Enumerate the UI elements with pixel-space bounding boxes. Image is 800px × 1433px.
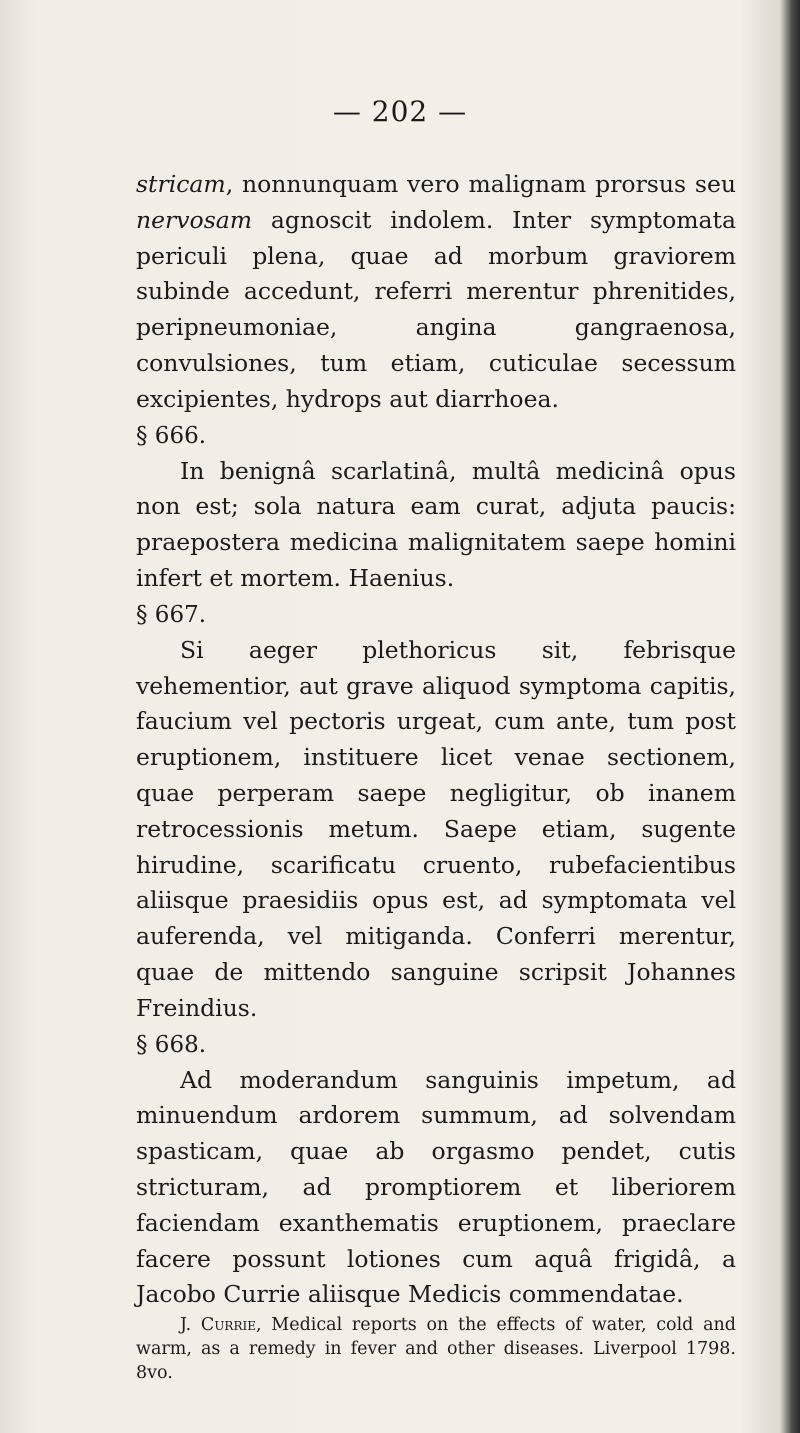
section-heading-667: § 667. <box>136 601 207 628</box>
italic-term: stricam <box>136 170 226 198</box>
page-number: — 202 — <box>332 95 468 128</box>
footnote-text: , Medical reports on the effects of water, cold and warm, as a remedy in fever and other diseases. Liverpool 1798. 8vo. <box>136 1315 736 1384</box>
paragraph-668: Ad moderandum sanguinis impetum, ad minuendum ardorem summum, ad solvendam spasticam, quae ab orgasmo pendet, cutis stricturam, ad promptiorem et liberiorem faciendam exanthematis eruptionem, praeclare facere possunt lotiones cum aquâ frigidâ, a Jacobo Currie aliisque Medicis commendatae. <box>136 1065 736 1309</box>
paragraph-667: Si aeger plethoricus sit, febrisque vehementior, aut grave aliquod symptoma capitis, faucium vel pectoris urgeat, cum ante, tum post eruptionem, instituere licet venae sectionem, quae perperam saepe negligitur, ob inanem retrocessionis metum. Saepe etiam, sugente hirudine, scarificatu cruento, rubefacientibus aliisque praesidiis opus est, ad symptomata vel auferenda, vel mitiganda. Conferri merentur, quae de mittendo sanguine scripsit Johannes Freindius. <box>136 635 736 1022</box>
section-heading-666: § 666. <box>136 422 207 449</box>
footnote <box>136 1313 736 1385</box>
paragraph-666: In benignâ scarlatinâ, multâ medicinâ opus non est; sola natura eam curat, adjuta paucis: praepostera medicina malignitatem saepe homini infert et mortem. Haenius. <box>136 456 736 592</box>
page-body <box>136 167 736 1385</box>
section-heading-668: § 668. <box>136 1031 207 1058</box>
paragraph-text: , nonnunquam vero malignam prorsus seu <box>225 170 736 198</box>
italic-term: nervosam <box>136 205 253 234</box>
paragraph-text: agnoscit indolem. Inter symptomata periculi plena, quae ad morbum graviorem subinde accedunt, referri merentur phrenitides, peripneumoniae, angina gangraenosa, convulsiones, tum etiam, cuticulae secessum excipientes, hydrops aut diarrhoea. <box>136 205 736 413</box>
footnote-author: J. Currie <box>180 1315 257 1336</box>
paragraph-continued <box>136 167 736 418</box>
